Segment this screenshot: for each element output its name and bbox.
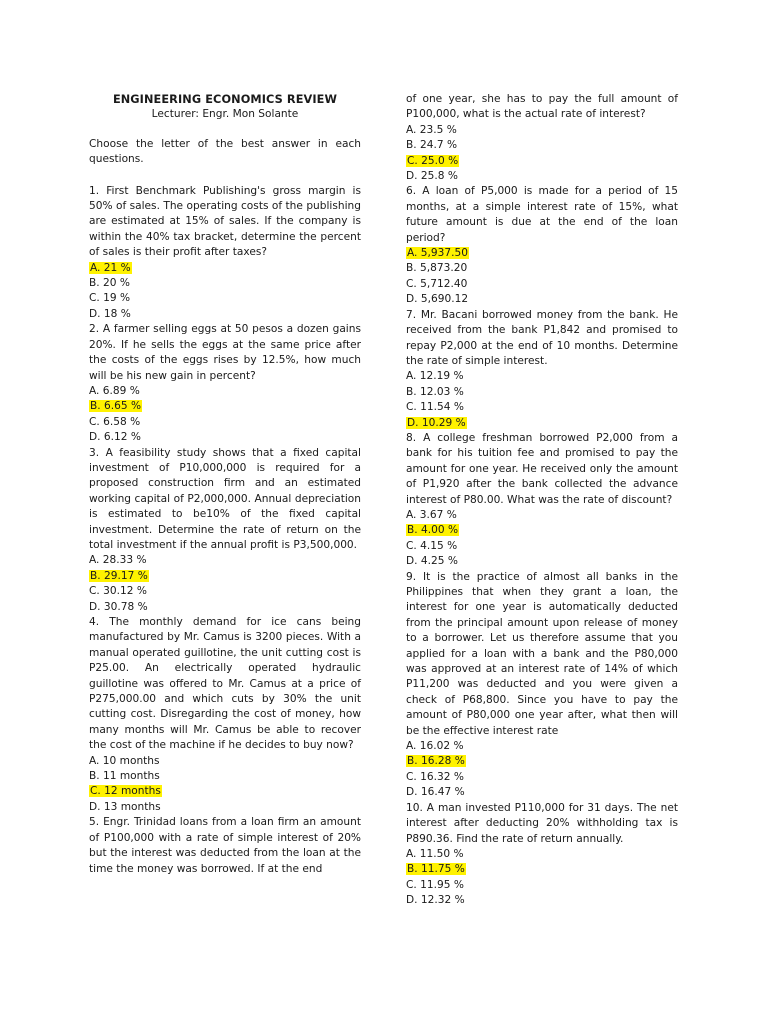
answer-highlight: A. 21 % — [90, 261, 131, 274]
q10-option-b — [406, 862, 678, 877]
lecturer-line: Lecturer: Engr. Mon Solante — [151, 108, 299, 121]
answer-highlight: B. 4.00 % — [407, 524, 459, 537]
question-2: 2. A farmer selling eggs at 50 pesos a dozen gains 20%. If he sells the eggs at the same price after the costs of the eggs rises by 12.5%, how much will be his new gain in percent? — [89, 323, 361, 382]
answer-highlight: B. 11.75 % — [407, 863, 465, 876]
answer-highlight: C. 12 months — [90, 785, 161, 798]
q9-option-b — [406, 754, 678, 769]
q3-option-c: C. 30.12 % — [89, 585, 147, 598]
q8-option-b — [406, 523, 678, 538]
q4-option-b: B. 11 months — [89, 770, 160, 783]
question-10: 10. A man invested P110,000 for 31 days. The net interest after deducting 20% withholding tax is P890.36. Find the rate of return annually. — [406, 801, 678, 845]
q2-option-b — [89, 399, 361, 414]
q4-option-d: D. 13 months — [89, 800, 161, 813]
question-5: 5. Engr. Trinidad loans from a loan firm an amount of P100,000 with a rate of simple interest of 20% but the interest was deducted from the loan at the time the money was borrowed. If at the end — [89, 816, 361, 875]
right-column — [406, 92, 678, 909]
q3-option-b — [89, 569, 361, 584]
q3-option-d: D. 30.78 % — [89, 600, 148, 613]
q5-option-d: D. 25.8 % — [406, 170, 458, 183]
q7-option-a: A. 12.19 % — [406, 370, 464, 383]
q1-option-a — [89, 261, 361, 276]
q7-option-b: B. 12.03 % — [406, 385, 464, 398]
instructions: Choose the letter of the best answer in each questions. — [89, 137, 361, 166]
q6-option-d: D. 5,690.12 — [406, 293, 469, 306]
question-4: 4. The monthly demand for ice cans being manufactured by Mr. Camus is 3200 pieces. With a manual operated guillotine, the unit cutting cost is P25.00. An electrically operated hydraulic guillotine was offered to Mr. Camus at a price of P275,000.00 and which cuts by 30% the unit cutting cost. Disregarding the cost of money, how many months will Mr. Camus be able to recover the cost of the machine if he decides to buy now? — [89, 616, 361, 752]
q3-option-a: A. 28.33 % — [89, 554, 147, 567]
q8-option-c: C. 4.15 % — [406, 539, 458, 552]
q10-option-c: C. 11.95 % — [406, 878, 464, 891]
q9-option-d: D. 16.47 % — [406, 786, 465, 799]
q5-option-c — [406, 154, 678, 169]
q9-option-a: A. 16.02 % — [406, 740, 464, 753]
q1-option-b: B. 20 % — [89, 277, 130, 290]
q8-option-a: A. 3.67 % — [406, 508, 457, 521]
q6-option-a — [406, 246, 678, 261]
q7-option-c: C. 11.54 % — [406, 401, 464, 414]
q2-option-c: C. 6.58 % — [89, 415, 141, 428]
question-7: 7. Mr. Bacani borrowed money from the bank. He received from the bank P1,842 and promised to repay P2,000 at the end of 10 months. Determine the rate of simple interest. — [406, 308, 678, 367]
q6-option-b: B. 5,873.20 — [406, 262, 468, 275]
q2-option-a: A. 6.89 % — [89, 384, 140, 397]
document-title: ENGINEERING ECONOMICS REVIEW — [112, 93, 338, 106]
question-1: 1. First Benchmark Publishing's gross margin is 50% of sales. The operating costs of the publishing are estimated at 15% of sales. If the company is within the 40% tax bracket, determine the percent of sales is their profit after taxes? — [89, 184, 361, 259]
answer-highlight: B. 16.28 % — [407, 755, 465, 768]
q8-option-d: D. 4.25 % — [406, 555, 458, 568]
q4-option-a: A. 10 months — [89, 754, 160, 767]
q5-option-a: A. 23.5 % — [406, 123, 457, 136]
q10-option-d: D. 12.32 % — [406, 894, 465, 907]
question-8: 8. A college freshman borrowed P2,000 from a bank for his tuition fee and promised to pay the amount for one year. He received only the amount of P1,920 after the bank collected the advance interest of P80.00. What was the rate of discount? — [406, 431, 678, 506]
question-3: 3. A feasibility study shows that a fixed capital investment of P10,000,000 is required for a proposed construction firm and an estimated working capital of P2,000,000. Annual depreciation is estimated to be10% of the fixed capital investment. Determine the rate of return on the total investment if the annual profit is P3,500,000. — [89, 446, 361, 551]
q9-option-c: C. 16.32 % — [406, 770, 464, 783]
answer-highlight: A. 5,937.50 — [407, 247, 468, 260]
question-5-continued: of one year, she has to pay the full amount of P100,000, what is the actual rate of interest? — [406, 93, 678, 121]
answer-highlight: B. 29.17 % — [90, 569, 148, 582]
q7-option-d — [406, 416, 678, 431]
answer-highlight: C. 25.0 % — [407, 154, 459, 167]
question-6: 6. A loan of P5,000 is made for a period of 15 months, at a simple interest rate of 15%, what future amount is due at the end of the loan period? — [406, 185, 678, 244]
q6-option-c: C. 5,712.40 — [406, 277, 468, 290]
q1-option-d: D. 18 % — [89, 307, 131, 320]
left-column — [89, 92, 361, 877]
answer-highlight: D. 10.29 % — [407, 416, 466, 429]
q1-option-c: C. 19 % — [89, 292, 131, 305]
q2-option-d: D. 6.12 % — [89, 431, 141, 444]
q10-option-a: A. 11.50 % — [406, 847, 464, 860]
question-9: 9. It is the practice of almost all banks in the Philippines that when they grant a loan, the interest for one year is automatically deducted from the principal amount upon release of money to a borrower. Let us therefore assume that you applied for a loan with a bank and the P80,000 was approved at an interest rate of 14% of which P11,200 was deducted and you were given a check of P68,800. Since you have to pay the amount of P80,000 one year after, what then will be the effective interest rate — [406, 570, 678, 737]
answer-highlight: B. 6.65 % — [90, 400, 142, 413]
q5-option-b: B. 24.7 % — [406, 139, 458, 152]
q4-option-c — [89, 784, 361, 799]
